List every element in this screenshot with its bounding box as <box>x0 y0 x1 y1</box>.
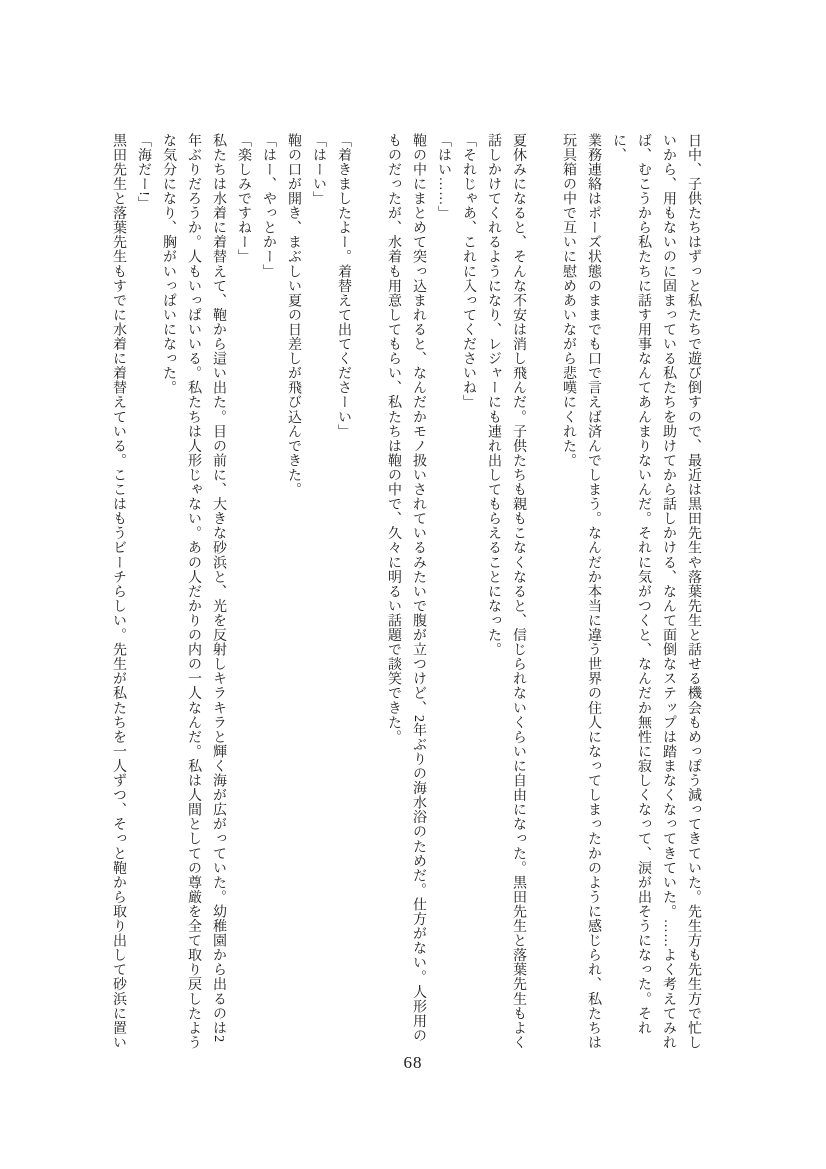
page-text <box>106 133 706 1061</box>
text-line: 「海だー!」 <box>136 133 151 211</box>
text-line: ものだったが、水着も用意してもらい、私たちは鞄の中で、久々に明るい話題で談笑できた。 <box>386 133 401 745</box>
text-line: いから、用もないのに固まっている私たちを助けてから話しかける、なんて面倒なステップは踏まなくなってきていた。……よく考えてみれ <box>661 133 676 1050</box>
section-break <box>356 133 381 1061</box>
text-line: 玩具箱の中で互いに慰めあいながら悲嘆にくれた。 <box>561 133 576 468</box>
text-line: 業務連絡はポーズ状態のままでも口で言えば済んでしまう。なんだか本当に違う世界の住人になってしまったかのように感じられ、私たちは <box>586 133 601 1050</box>
text-line: 夏休みになると、そんな不安は消し飛んだ。子供たちも親もこなくなると、信じられないくらいに自由になった。黒田先生と落葉先生もよく <box>511 133 526 1050</box>
text-line: 私たちは水着に着替えて、鞄から這い出た。目の前に、大きな砂浜と、光を反射しキラキラと輝く海が広がっていた。幼稚園から出るのは2 <box>211 133 226 1043</box>
text-line: 年ぶりだろうか。人もいっぱいいる。私たちは人形じゃない。あの人だかりの内の一人なんだ。私は人間としての尊厳を全て取り戻したよう <box>186 133 201 1050</box>
page-number: 68 <box>403 1053 423 1072</box>
text-line: 鞄の中にまとめて突っ込まれると、なんだかモノ扱いされているみたいで腹が立つけど、2年ぶりの海水浴のためだ。仕方がない。人形用の <box>411 133 426 1043</box>
text-line: 黒田先生と落葉先生もすでに水着に着替えている。ここはもうビーチらしい。先生が私たちを一人ずつ、そっと鞄から取り出して砂浜に置い <box>111 133 126 1050</box>
text-line: 日中、子供たちはずっと私たちで遊び倒すので、最近は黒田先生や落葉先生と話せる機会もめっぽう減ってきていた。先生方も先生方で忙し <box>686 133 701 1050</box>
text-line: 話しかけてくれるようになり、レジャーにも連れ出してもらえることになった。 <box>486 133 501 657</box>
text-line: 「はー、やっとかー」 <box>261 133 276 279</box>
text-line: 鞄の口が開き、まぶしい夏の日差しが飛び込んできた。 <box>286 133 301 497</box>
section-break <box>531 133 556 1061</box>
text-line: な気分になり、胸がいっぱいになった。 <box>161 133 176 395</box>
text-line: ば、むこうから私たちに話す用事なんてあんまりないんだ。それに気がつくと、なんだか無性に寂しくなって、涙が出そうになった。それに、 <box>611 133 651 1036</box>
text-line: 「はーい」 <box>311 133 326 206</box>
text-line: 「それじゃあ、これに入ってくださいね」 <box>461 133 476 410</box>
text-line: 「着きましたよー。着替えて出てくださーい」 <box>336 133 351 439</box>
text-line: 「はい……」 <box>436 133 451 221</box>
text-line: 「楽しみですねー」 <box>236 133 251 264</box>
